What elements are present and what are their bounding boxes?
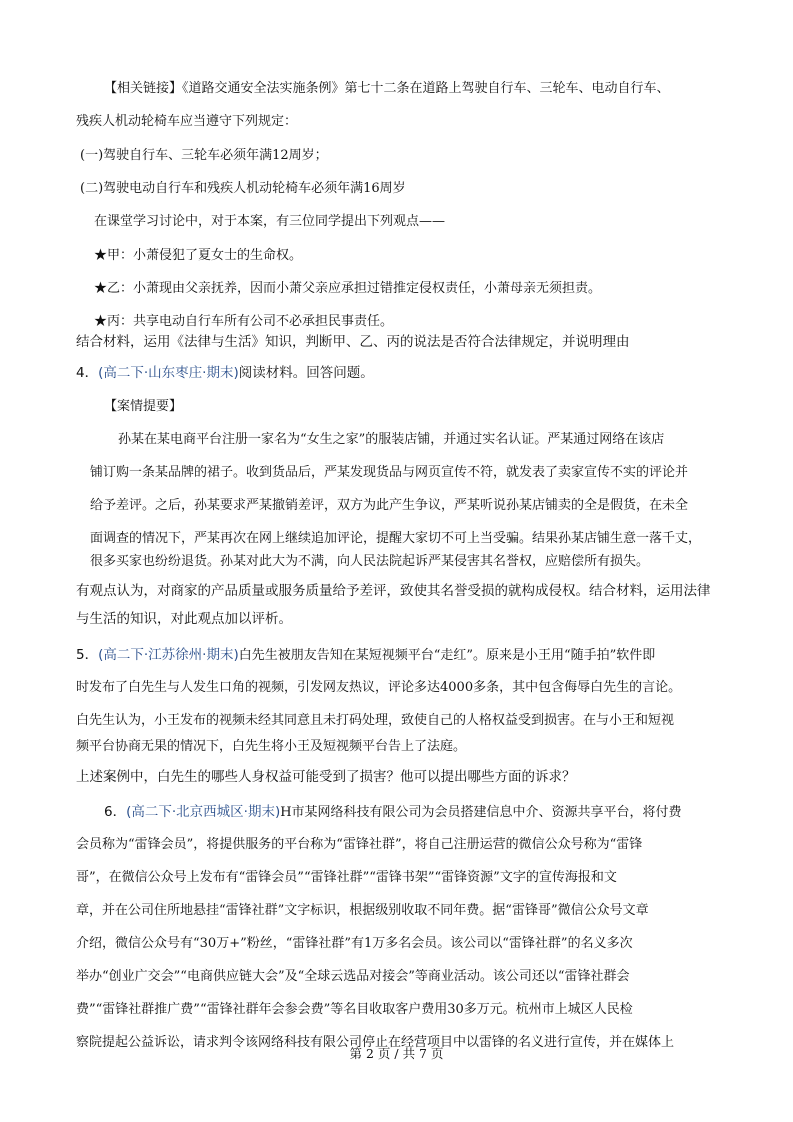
question-4-prompt-line-1: 有观点认为，对商家的产品质量或服务质量给予差评，致使其名誉受损的就构成侵权。结合材料，运用法律 (76, 583, 711, 599)
question-4-heading (76, 364, 374, 382)
page-footer: 第 2 页 / 共 7 页 (349, 1046, 444, 1061)
case-text-line-5: 很多买家也纷纷退货。孙某对此大为不满，向人民法院起诉严某侵害其名誉权，应赔偿所有损失。 (90, 554, 650, 569)
question-5-prompt: 上述案例中，白先生的哪些人身权益可能受到了损害？他可以提出哪些方面的诉求？ (76, 769, 576, 785)
question-source: (高二下·北京西城区·期末) (126, 804, 281, 820)
question-text: 白先生被朋友告知在某短视频平台“走红”。原来是小王用“随手拍”软件即 (238, 648, 656, 663)
question-number: 4． (76, 365, 99, 381)
related-link-line-2: 残疾人机动轮椅车应当遵守下列规定： (76, 114, 298, 129)
case-text-line-4: 面调查的情况下，严某再次在网上继续追加评论，提醒大家切不可上当受骗。结果孙某店铺生意一落千丈， (90, 531, 702, 546)
question-5-line-4: 频平台协商无果的情况下，白先生将小王及短视频平台告上了法庭。 (76, 739, 467, 754)
question-text: H市某网络科技有限公司为会员搭建信息中介、资源共享平台，将付费 (280, 805, 682, 820)
question-number: 5． (76, 647, 99, 663)
viewpoint-c: ★丙：共享电动自行车所有公司不必承担民事责任。 (94, 314, 394, 329)
question-5-line-3: 白先生认为，小王发布的视频未经其同意且未打码处理，致使自己的人格权益受到损害。在与小王和短视 (76, 713, 675, 728)
question-6-line-3: 哥”，在微信公众号上发布有“雷锋会员”“雷锋社群”“雷锋书架”“雷锋资源”文字的宣传海报和文 (76, 870, 617, 885)
question-6-line-8: 察院提起公益诉讼，请求判令该网络科技有限公司停止在经营项目中以雷锋的名义进行宣传，并在媒体上 (76, 1035, 675, 1050)
question-instruction: 阅读材料。回答问题。 (238, 365, 374, 381)
case-text-line-3: 给予差评。之后，孙某要求严某撤销差评，双方为此产生争议，严某听说孙某店铺卖的全是假货，在未全 (90, 498, 689, 513)
question-6-line-4: 章，并在公司住所地悬挂“雷锋社群”文字标识，根据级别收取不同年费。据“雷锋哥”微信公众号文章 (76, 903, 649, 918)
question-6-line-1 (104, 803, 682, 822)
question-number: 6． (104, 804, 127, 820)
question-6-line-7: 费”“雷锋社群推广费”“雷锋社群年会参会费”等名目收取客户费用30多万元。杭州市上城区人民检 (76, 1002, 633, 1017)
discussion-intro: 在课堂学习讨论中，对于本案，有三位同学提出下列观点—— (94, 214, 446, 229)
question-5-line-2: 时发布了白先生与人发生口角的视频，引发网友热议，评论多达4000多条，其中包含侮辱白先生的言论。 (76, 680, 682, 695)
question-3-prompt: 结合材料，运用《法律与生活》知识，判断甲、乙、丙的说法是否符合法律规定，并说明理由 (76, 334, 630, 350)
rule-item-1: (一)驾驶自行车、三轮车必须年满12周岁； (80, 148, 328, 163)
question-5-line-1 (76, 646, 655, 665)
question-6-line-2: 会员称为“雷锋会员”，将提供服务的平台称为“雷锋社群”，将自己注册运营的微信公众号称为“雷锋 (76, 837, 643, 852)
case-text-line-2: 铺订购一条某品牌的裙子。收到货品后，严某发现货品与网页宣传不符，就发表了卖家宣传不实的评论并 (90, 465, 689, 480)
viewpoint-a: ★甲：小萧侵犯了夏女士的生命权。 (94, 248, 303, 263)
related-link-line-1: 【相关链接】《道路交通安全法实施条例》第七十二条在道路上驾驶自行车、三轮车、电动自行车、 (104, 81, 670, 96)
question-source: (高二下·山东枣庄·期末) (98, 365, 239, 381)
rule-item-2: (二)驾驶电动自行车和残疾人机动轮椅车必须年满16周岁 (80, 181, 406, 196)
question-4-prompt-line-2: 与生活的知识，对此观点加以评析。 (76, 611, 292, 627)
question-6-line-5: 介绍，微信公众号有“30万+”粉丝，“雷锋社群”有1万多名会员。该公司以“雷锋社群”的名义多次 (76, 936, 633, 951)
question-6-line-6: 举办“创业广交会”“电商供应链大会”及“全球云选品对接会”等商业活动。该公司还以“雷锋社群会 (76, 969, 630, 984)
case-summary-heading: 【案情提要】 (104, 399, 183, 414)
viewpoint-b: ★乙：小萧现由父亲抚养，因而小萧父亲应承担过错推定侵权责任，小萧母亲无须担责。 (94, 281, 602, 296)
question-source: (高二下·江苏徐州·期末) (98, 647, 239, 663)
case-text-line-1: 孙某在某电商平台注册一家名为“女生之家”的服装店铺，并通过实名认证。严某通过网络在该店 (118, 432, 665, 447)
